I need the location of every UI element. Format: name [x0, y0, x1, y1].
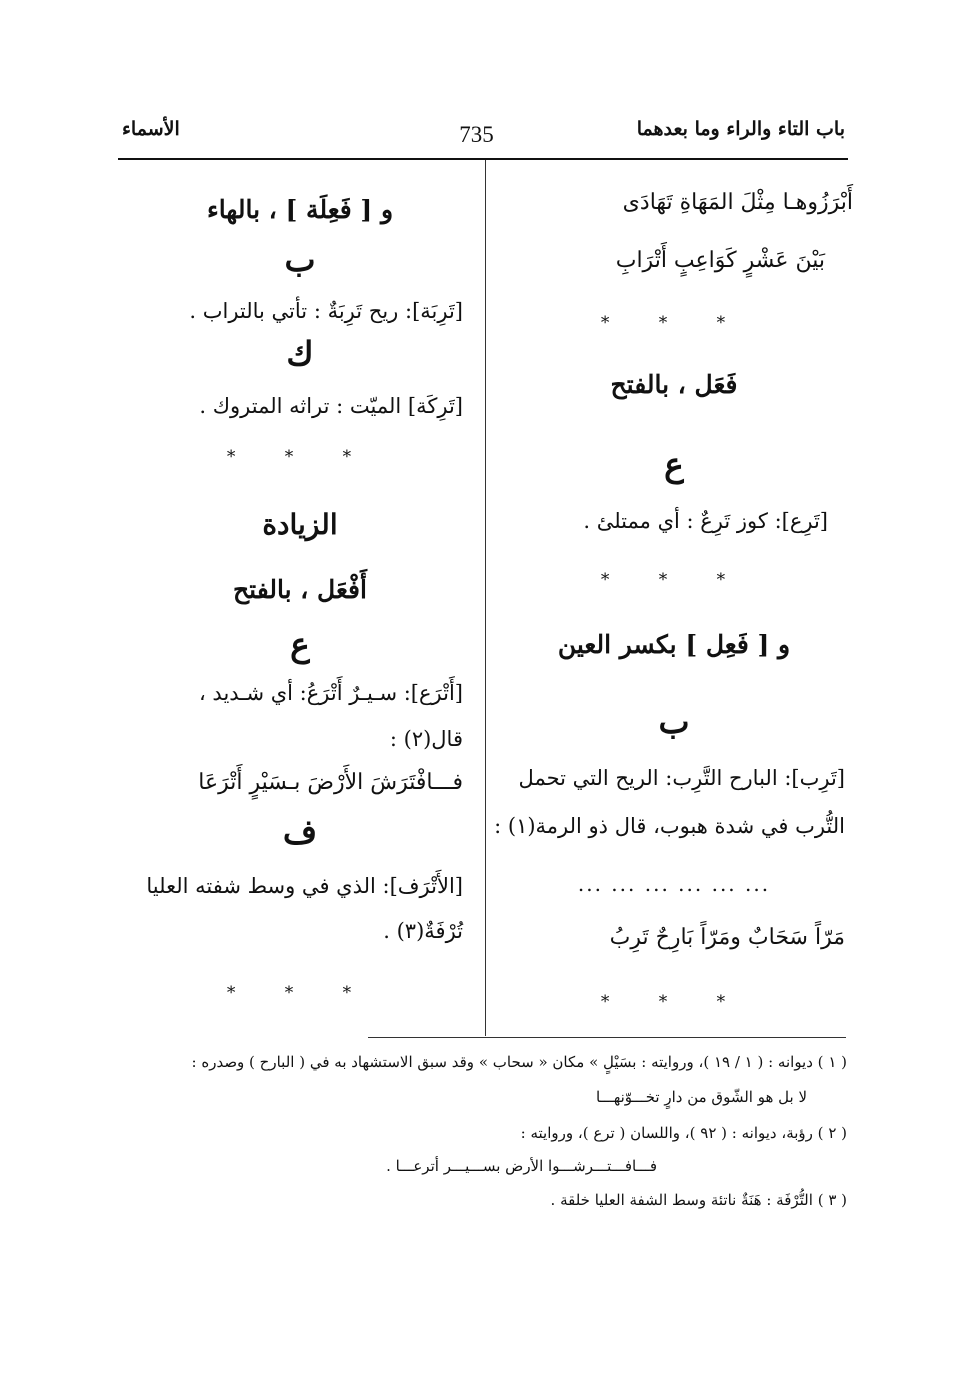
footnote: ( ٢ ) رؤبة، ديوانه : ( ٩٢ )، واللسان ( ترع )، وروايته : — [520, 1124, 847, 1142]
verse-line: أَبْرَزُوهـا مِثْلَ المَهَاةِ تَهَادَى — [622, 190, 853, 215]
page-number: 735 — [459, 122, 494, 147]
running-title-left: الأسماء — [122, 118, 180, 140]
dictionary-entry: التُّرب في شدة هبوب، قال ذو الرمة(١) : — [494, 814, 845, 838]
dictionary-entry: [تَرِكَة] الميّت : تراثه المتروك . — [199, 394, 463, 418]
dictionary-entry: [أَتْرَع]: سـيـرٌ أَتْرَعُ: أي شـديد ، — [198, 681, 463, 705]
letter-heading: ك — [286, 334, 314, 373]
section-separator-stars: * * * — [600, 570, 748, 590]
letter-heading: ب — [284, 240, 316, 279]
verse-line: مَرّاً سَحَابٌ ومَرّاً بَارِحٌ تَرِبُ — [609, 925, 845, 950]
dictionary-entry: [الأَتْرَف]: الذي في وسط شفته العليا — [146, 874, 463, 898]
footnote-verse: لا بل هو الشّوق من دارٍ تخـــوّنهـــا — [595, 1088, 807, 1106]
section-separator-stars: * * * — [226, 447, 374, 467]
letter-heading: ب — [658, 702, 690, 741]
column-divider — [485, 160, 486, 1036]
footnote: ( ١ ) ديوانه : ( ١ / ١٩ )، وروايته : بسَيْلٍ » مكان « سحاب » وقد سبق الاستشهاد به في ( البارح ) وصدره : — [191, 1053, 847, 1071]
dictionary-entry: [تَرِب]: البارح التَّرِب: الريح التي تحمل — [518, 766, 845, 790]
section-separator-stars: * * * — [600, 992, 748, 1012]
dictionary-entry: [تَرِع]: كوز تَرِعٌ : أي ممتلئ . — [583, 509, 828, 533]
dictionary-entry: قال(٢) : — [389, 727, 463, 751]
section-heading: و [ فَعِلَة ] ، بالهاء — [206, 195, 394, 224]
section-heading: فَعَل ، بالفتح — [610, 370, 738, 399]
ellipsis-line: ... ... ... ... ... ... — [577, 872, 771, 896]
footnote-rule — [368, 1037, 846, 1038]
footnote: ( ٣ ) التُّرْفَة : هَنَةٌ ناتئة وسط الشفة العليا خلقة . — [550, 1191, 847, 1209]
section-heading: و [ فَعِل ] بكسر العين — [557, 630, 791, 659]
header-rule — [118, 158, 848, 160]
running-title-right: باب التاء والراء وما بعدهما — [636, 118, 845, 140]
dictionary-entry: تُرْفَةٌ(٣) . — [383, 919, 463, 943]
section-heading: الزيادة — [262, 508, 338, 541]
section-separator-stars: * * * — [226, 983, 374, 1003]
verse-line: فـــافْتَرَشَ الأَرْضَ بـسَيْرٍ أَتْرَعَا — [198, 770, 463, 795]
dictionary-entry: [تَرِبَة]: ريح تَرِبَةٌ : تأتي بالتراب . — [189, 299, 463, 323]
footnote-verse: فـــافـــتـــرشـــوا الأرض بســـيـــر أترعـــا . — [386, 1157, 657, 1175]
section-heading: أَفْعَل ، بالفتح — [233, 575, 367, 604]
verse-line: بَيْنَ عَشْرٍ كَوَاعِبٍ أَتْرَابِ — [615, 248, 825, 273]
letter-heading: ع — [290, 625, 310, 664]
letter-heading: ع — [664, 445, 684, 484]
letter-heading: ف — [282, 812, 318, 851]
section-separator-stars: * * * — [600, 313, 748, 333]
